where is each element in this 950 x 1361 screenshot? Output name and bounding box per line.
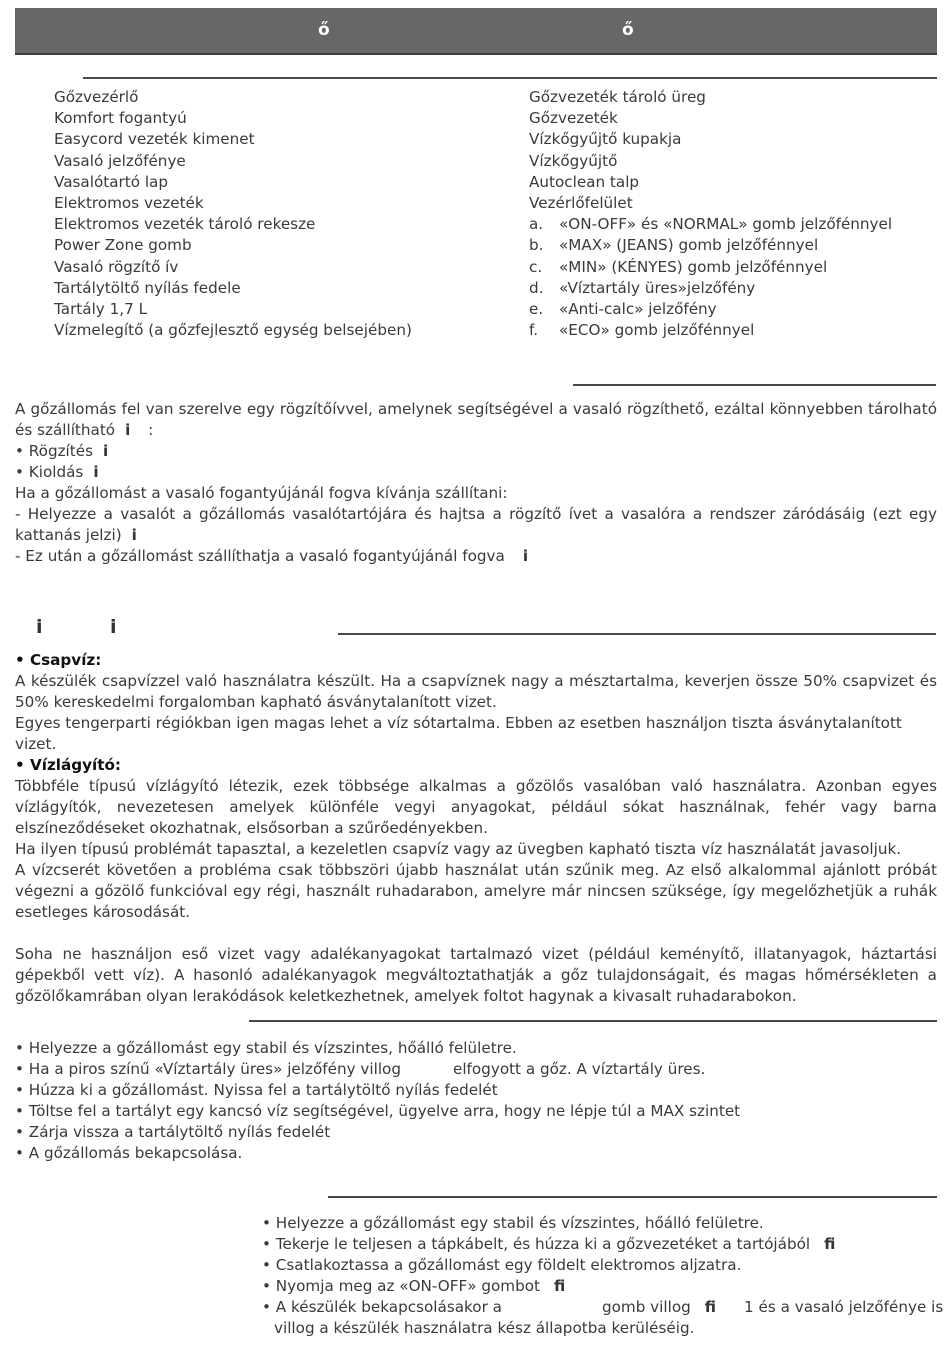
startup-step: • Csatlakoztassa a gőzállomást egy földelt elektromos aljzatra. xyxy=(262,1256,742,1274)
transport-intro: Ha a gőzállomást a vasaló fogantyújánál fogva kívánja szállítani: xyxy=(15,484,508,502)
startup-step xyxy=(262,1297,942,1318)
part-item: Vasalótartó lap xyxy=(54,172,168,191)
part-item: Power Zone gomb xyxy=(54,236,192,255)
tap-water-title: • Csapvíz: xyxy=(15,651,102,669)
fill-step: • Helyezze a gőzállomást egy stabil és vízszintes, hőálló felületre. xyxy=(15,1039,517,1057)
part-item: Komfort fogantyú xyxy=(54,109,187,128)
figure-ref: fi xyxy=(824,1235,836,1253)
fill-step-text: • Ha a piros színű «Víztartály üres» jelzőfény villog xyxy=(15,1060,401,1078)
part-item: Vasaló rögzítő ív xyxy=(54,257,179,276)
figure-ref: i xyxy=(103,442,109,460)
softener-title: • Vízlágyító: xyxy=(15,756,121,774)
transport-step-2-text: - Ez után a gőzállomást szállíthatja a vasaló fogantyújánál fogva xyxy=(15,547,505,565)
figure-ref: i xyxy=(125,421,131,439)
water-section xyxy=(15,650,937,1007)
lock-intro-text: A gőzállomás fel van szerelve egy rögzítőívvel, amelynek segítségével a vasaló rögzíthető, ezáltal könnyebben tárolható és szállítható xyxy=(15,400,937,439)
fill-step-tail: elfogyott a gőz. A víztartály üres. xyxy=(452,1060,706,1078)
water-section-rule xyxy=(338,633,936,635)
water-heading-glyph: i xyxy=(36,616,43,638)
startup-step-text: • Nyomja meg az «ON-OFF» gombot xyxy=(262,1277,540,1295)
lock-item xyxy=(15,441,937,462)
figure-ref: i xyxy=(93,463,99,481)
subitem-text: «ON-OFF» és «NORMAL» gomb jelzőfénnyel xyxy=(559,215,893,234)
fill-section-rule xyxy=(249,1020,937,1022)
subitem-marker: c. xyxy=(529,257,543,276)
startup-step-continued: villog a készülék használatra kész állapotba kerüléséig. xyxy=(274,1319,695,1337)
figure-ref: fi xyxy=(704,1298,717,1316)
part-item: Gőzvezérlő xyxy=(54,88,139,106)
softener-text: Többféle típusú vízlágyító létezik, ezek többsége alkalmas a gőzölős vasalóban való használatra. Azonban egyes vízlágyítók, nevezetesen amelyek különféle vegyi anyagokat, például sókat használnak, fehér vagy barna elszíneződéseket okozhatnak, elsősorban a szűrőedényekben. xyxy=(15,777,937,837)
part-subitem xyxy=(529,257,892,278)
lock-section-rule xyxy=(573,384,936,386)
lock-item-text: • Rögzítés xyxy=(15,442,93,460)
part-item: Gőzvezeték tároló üreg xyxy=(529,88,706,106)
fill-step: • A gőzállomás bekapcsolása. xyxy=(15,1144,243,1162)
part-item: Vízmelegítő (a gőzfejlesztő egység belsejében) xyxy=(54,321,412,340)
startup-section-rule xyxy=(328,1196,937,1198)
subitem-marker: e. xyxy=(529,299,544,318)
lock-intro-colon: : xyxy=(148,421,154,439)
transport-step-2 xyxy=(15,546,937,567)
startup-step-text: • Tekerje le teljesen a tápkábelt, és húzza ki a gőzvezetéket a tartójából xyxy=(262,1235,811,1253)
part-subitem xyxy=(529,320,892,341)
header-glyph-right: ő xyxy=(622,20,634,40)
part-item: Vezérlőfelület xyxy=(529,193,633,212)
subitem-text: «ECO» gomb jelzőfénnyel xyxy=(559,321,755,340)
part-item: Tartálytöltő nyílás fedele xyxy=(54,278,241,297)
subitem-text: «MIN» (KÉNYES) gomb jelzőfénnyel xyxy=(559,257,828,276)
part-item: Vasaló jelzőfénye xyxy=(54,151,186,170)
fill-step: • Húzza ki a gőzállomást. Nyissa fel a tartálytöltő nyílás fedelét xyxy=(15,1081,498,1099)
part-item: Elektromos vezeték tároló rekesze xyxy=(54,215,316,234)
subitem-marker: d. xyxy=(529,278,544,297)
lock-section xyxy=(15,399,937,567)
part-item: Easycord vezeték kimenet xyxy=(54,130,255,149)
part-subitem xyxy=(529,278,892,299)
unlock-item-text: • Kioldás xyxy=(15,463,84,481)
subitem-marker: b. xyxy=(529,236,544,255)
part-item: Autoclean talp xyxy=(529,172,640,191)
startup-step-text: 1 és a vasaló jelzőfénye is xyxy=(744,1298,944,1316)
figure-ref: fi xyxy=(553,1277,566,1295)
header-glyph-left: ő xyxy=(318,20,330,40)
subitem-text: «MAX» (JEANS) gomb jelzőfénnyel xyxy=(559,236,819,255)
fill-step: • Zárja vissza a tartálytöltő nyílás fedelét xyxy=(15,1123,331,1141)
lock-intro xyxy=(15,399,937,441)
parts-rule xyxy=(83,77,937,79)
unlock-item xyxy=(15,462,937,483)
subitem-marker: f. xyxy=(529,321,539,340)
part-subitem xyxy=(529,214,892,235)
water-heading-glyph: i xyxy=(110,616,117,638)
fill-step: • Töltse fel a tartályt egy kancsó víz segítségével, ügyelve arra, hogy ne lépje túl a MAX szintet xyxy=(15,1102,741,1120)
startup-step-text: • A készülék bekapcsolásakor a xyxy=(262,1298,502,1316)
subitem-text: «Anti-calc» jelzőfény xyxy=(559,299,717,318)
figure-ref: i xyxy=(131,526,137,544)
part-item: Vízkőgyűjtő xyxy=(529,151,618,170)
parts-list-right xyxy=(529,87,892,341)
part-item: Elektromos vezeték xyxy=(54,193,204,212)
subitem-marker: a. xyxy=(529,215,544,234)
softener-text: Ha ilyen típusú problémát tapasztal, a kezeletlen csapvíz vagy az üvegben kapható tiszta víz használatát javasoljuk. xyxy=(15,840,902,858)
fill-section xyxy=(15,1038,937,1164)
startup-step-text: gomb villog xyxy=(601,1298,691,1316)
part-item: Tartály 1,7 L xyxy=(54,299,148,318)
tap-water-text: Egyes tengerparti régiókban igen magas lehet a víz sótartalma. Ebben az esetben használjon tiszta ásványtalanított vizet. xyxy=(15,714,902,753)
startup-step xyxy=(262,1234,942,1255)
transport-step-1-text: - Helyezze a vasalót a gőzállomás vasalótartójára és hajtsa a rögzítő ívet a vasalóra a rendszer záródásáig (ezt egy kattanás jelzi) xyxy=(15,505,937,544)
part-subitem xyxy=(529,299,892,320)
startup-step: • Helyezze a gőzállomást egy stabil és vízszintes, hőálló felületre. xyxy=(262,1214,764,1232)
transport-step-1 xyxy=(15,504,937,546)
startup-step xyxy=(262,1276,942,1297)
startup-section xyxy=(262,1213,942,1339)
tap-water-text: A készülék csapvízzel való használatra készült. Ha a csapvíznek nagy a mésztartalma, keverjen össze 50% csapvizet és 50% kereskedelmi forgalomban kapható ásványtalanított vizet. xyxy=(15,672,937,711)
water-warning: Soha ne használjon eső vizet vagy adalékanyagokat tartalmazó vizet (például keményítő, illatanyagok, háztartási gépekből vett víz). A hasonló adalékanyagok megváltoztathatják a gőz tulajdonságait, és magas hőmérsékleten a gőzölőkamrában olyan lerakódások keletkezhetnek, amelyek foltot hagynak a kivasalt ruhadarabokon. xyxy=(15,945,937,1005)
softener-text: A vízcserét követően a probléma csak többszöri újabb használat után szűnik meg. Az első alkalommal ajánlott próbát végezni a gőzölő funkcióval egy régi, használt ruhadarabon, amelyre már nincsen szüksége, így megelőzhetjük a ruhák esetleges károsodását. xyxy=(15,861,937,921)
parts-list-left xyxy=(54,87,412,341)
part-item: Gőzvezeték xyxy=(529,109,618,128)
part-item: Vízkőgyűjtő kupakja xyxy=(529,130,682,149)
figure-ref: i xyxy=(522,547,529,565)
part-subitem xyxy=(529,235,892,256)
subitem-text: «Víztartály üres»jelzőfény xyxy=(559,278,756,297)
fill-step xyxy=(15,1059,937,1080)
header-bar xyxy=(15,8,937,55)
